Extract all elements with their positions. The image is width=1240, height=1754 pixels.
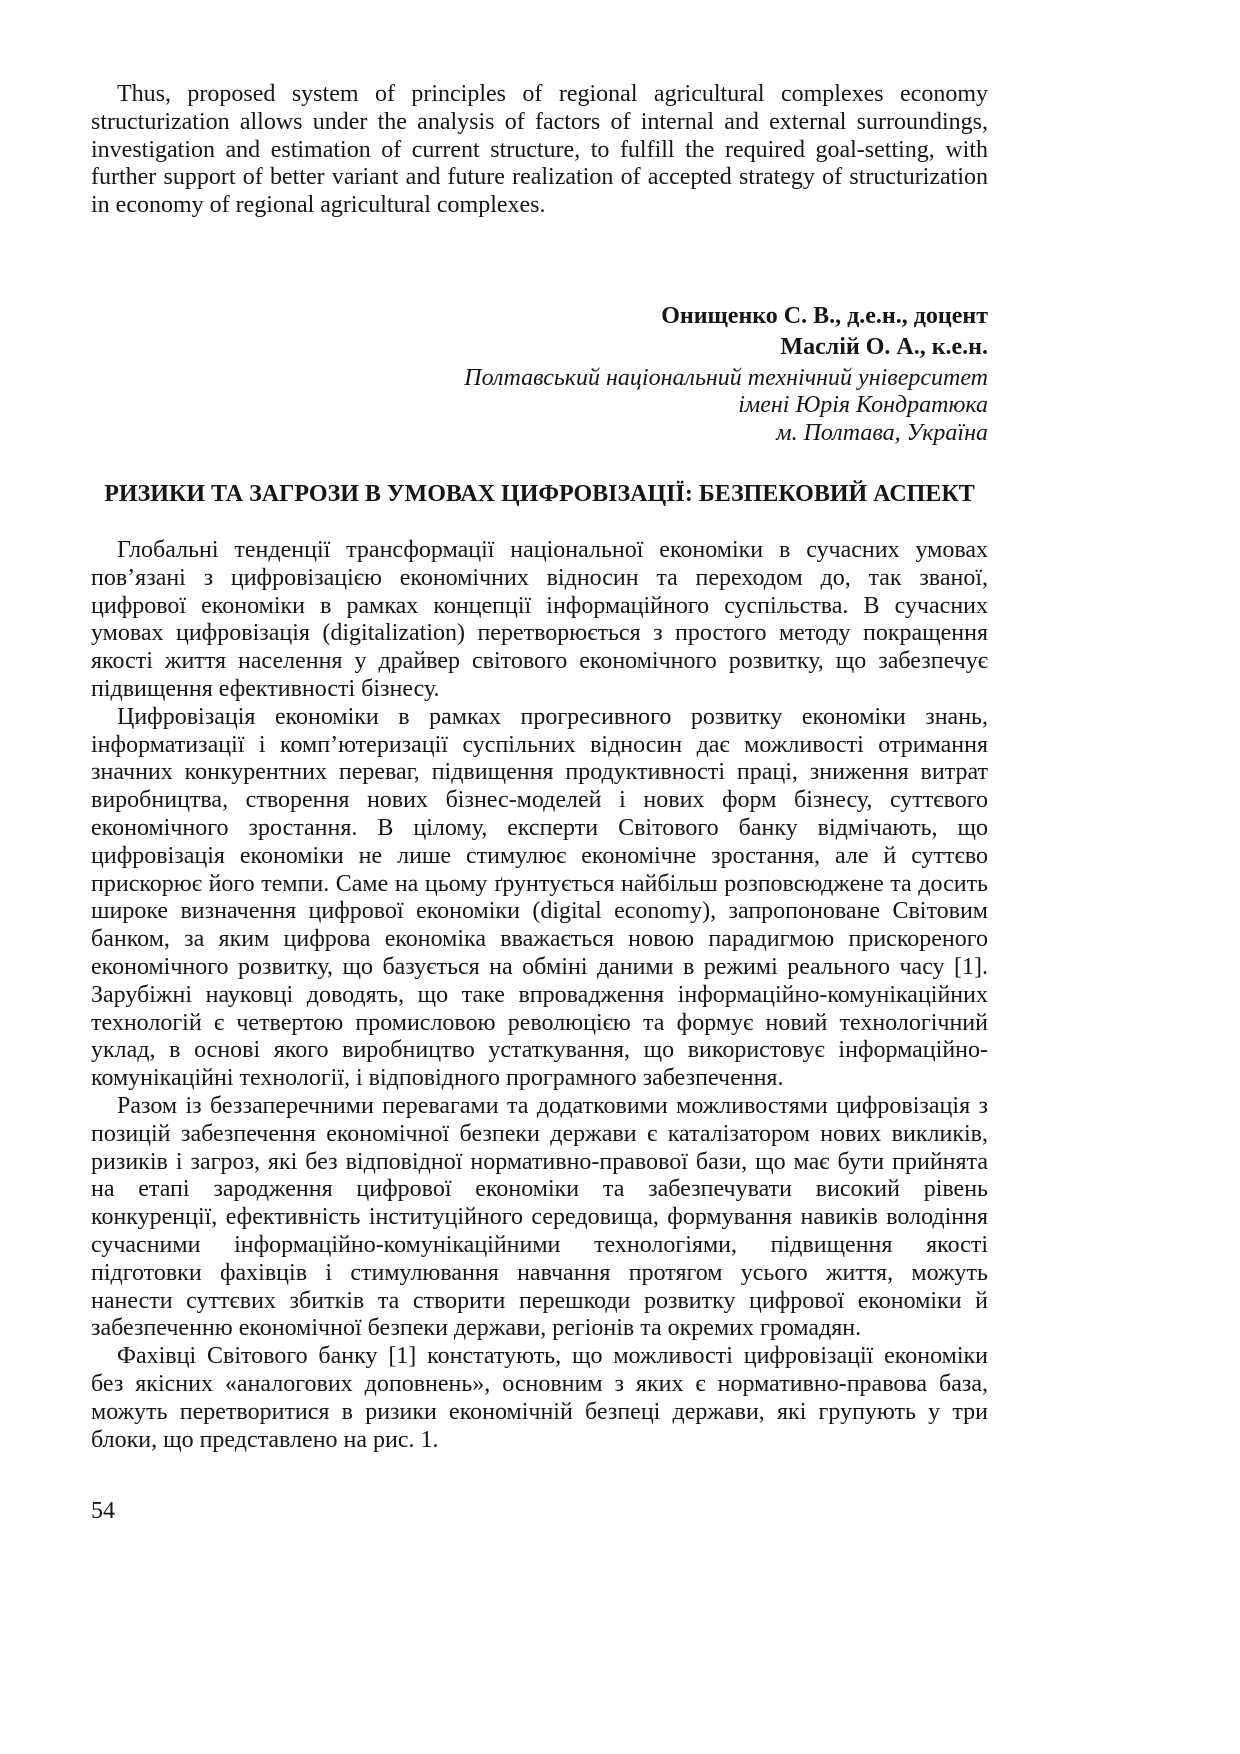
paragraph-line: пов’язані з цифровізацією економічних відносин та переходом до, так званої, — [91, 564, 988, 591]
paragraph-line: цифровізація економіки не лише стимулює економічне зростання, але й суттєво — [91, 842, 988, 869]
paragraph-line: на етапі зародження цифрової економіки та забезпечувати високий рівень — [91, 1176, 988, 1203]
paragraph-line: structurization allows under the analysis of factors of internal and external surroundings, — [91, 108, 988, 135]
paragraph-line: позицій забезпечення економічної безпеки держави є каталізатором нових викликів, — [91, 1120, 988, 1147]
paragraph-line: підготовки фахівців і стимулювання навчання протягом усього життя, можуть — [91, 1259, 988, 1286]
paragraph-line: значних конкурентних переваг, підвищення продуктивності праці, зниження витрат — [91, 759, 988, 786]
paragraph-line: уклад, в основі якого виробництво устаткування, що використовує інформаційно- — [91, 1037, 988, 1064]
paragraph-line: якості життя населення у драйвер світового економічного розвитку, що забезпечує — [91, 648, 988, 675]
paragraph-line: Thus, proposed system of principles of regional agricultural complexes economy — [117, 81, 988, 107]
paragraph-line: економічного зростання. В цілому, експерти Світового банку відмічають, що — [91, 814, 988, 841]
paragraph-line: комунікаційні технології, і відповідного програмного забезпечення. — [91, 1065, 784, 1092]
affiliation-line: Полтавський національний технічний університет — [464, 365, 988, 391]
paragraph-line: Разом із беззаперечними перевагами та додатковими можливостями цифровізація з — [117, 1092, 988, 1119]
paragraph-line: in economy of regional agricultural complexes. — [91, 192, 546, 219]
paragraph-line: Цифровізація економіки в рамках прогресивного розвитку економіки знань, — [117, 703, 988, 730]
paragraph — [91, 1343, 988, 1454]
paragraph — [91, 537, 988, 704]
page-number: 54 — [91, 1498, 115, 1524]
paragraph-line: інформатизації і комп’ютеризації суспільних відносин дає можливості отримання — [91, 731, 988, 758]
paragraph-line: забезпеченню економічної безпеки держави, регіонів та окремих громадян. — [91, 1315, 862, 1342]
paragraph-line: Зарубіжні науковці доводять, що таке впровадження інформаційно-комунікаційних — [91, 981, 988, 1008]
paragraph-line: нанести суттєвих збитків та створити перешкоди розвитку цифрової економіки й — [91, 1287, 988, 1314]
paragraph-line: технологій є четвертою промисловою революцією та формує новий технологічний — [91, 1009, 988, 1036]
paragraph-line: умовах цифровізація (digitalization) перетворюється з простого методу покращення — [91, 620, 988, 647]
continuation-paragraph — [91, 81, 988, 220]
paragraph-line: підвищення ефективності бізнесу. — [91, 675, 440, 702]
paragraph-line: investigation and estimation of current structure, to fulfill the required goal-setting, with — [91, 136, 988, 163]
affiliation-line: м. Полтава, Україна — [776, 420, 988, 446]
affiliation-line: імені Юрія Кондратюка — [738, 392, 988, 418]
paragraph-line: можуть перетворитися в ризики економічній безпеці держави, які групують у три — [91, 1398, 988, 1425]
paragraph-line: широке визначення цифрової економіки (digital economy), запропоноване Світовим — [91, 898, 988, 925]
paragraph-line: цифрової економіки в рамках концепції інформаційного суспільства. В сучасних — [91, 592, 988, 619]
paragraph-line: ризиків і загроз, які без відповідної нормативно-правової бази, що має бути прийнята — [91, 1148, 988, 1175]
paragraph-line: further support of better variant and future realization of accepted strategy of structurization — [91, 164, 988, 191]
paragraph — [91, 704, 988, 1093]
paragraph — [91, 1093, 988, 1343]
paragraph-line: конкуренції, ефективність інституційного середовища, формування навиків володіння — [91, 1204, 988, 1231]
article-title: РИЗИКИ ТА ЗАГРОЗИ В УМОВАХ ЦИФРОВІЗАЦІЇ: БЕЗПЕКОВИЙ АСПЕКТ — [104, 481, 975, 507]
paragraph-line: виробництва, створення нових бізнес-моделей і нових форм бізнесу, суттєвого — [91, 787, 988, 814]
article-body — [91, 537, 988, 1454]
author-name: Маслій О. А., к.е.н. — [780, 334, 988, 360]
paragraph-line: Фахівці Світового банку [1] констатують, що можливості цифровізації економіки — [117, 1343, 988, 1370]
paragraph-line: прискорює його темпи. Саме на цьому ґрунтується найбільш розповсюджене та досить — [91, 870, 988, 897]
paragraph-line: банком, за яким цифрова економіка вважається новою парадигмою прискореного — [91, 926, 988, 953]
paragraph-line: Глобальні тенденції трансформації національної економіки в сучасних умовах — [117, 537, 988, 563]
paragraph-line: сучасними інформаційно-комунікаційними технологіями, підвищення якості — [91, 1231, 988, 1258]
author-name: Онищенко С. В., д.е.н., доцент — [661, 303, 988, 329]
paragraph-line: блоки, що представлено на рис. 1. — [91, 1426, 439, 1453]
paragraph-line: без якісних «аналогових доповнень», основним з яких є нормативно-правова база, — [91, 1370, 988, 1397]
paragraph-line: економічного розвитку, що базується на обміні даними в режимі реального часу [1]. — [91, 953, 988, 980]
